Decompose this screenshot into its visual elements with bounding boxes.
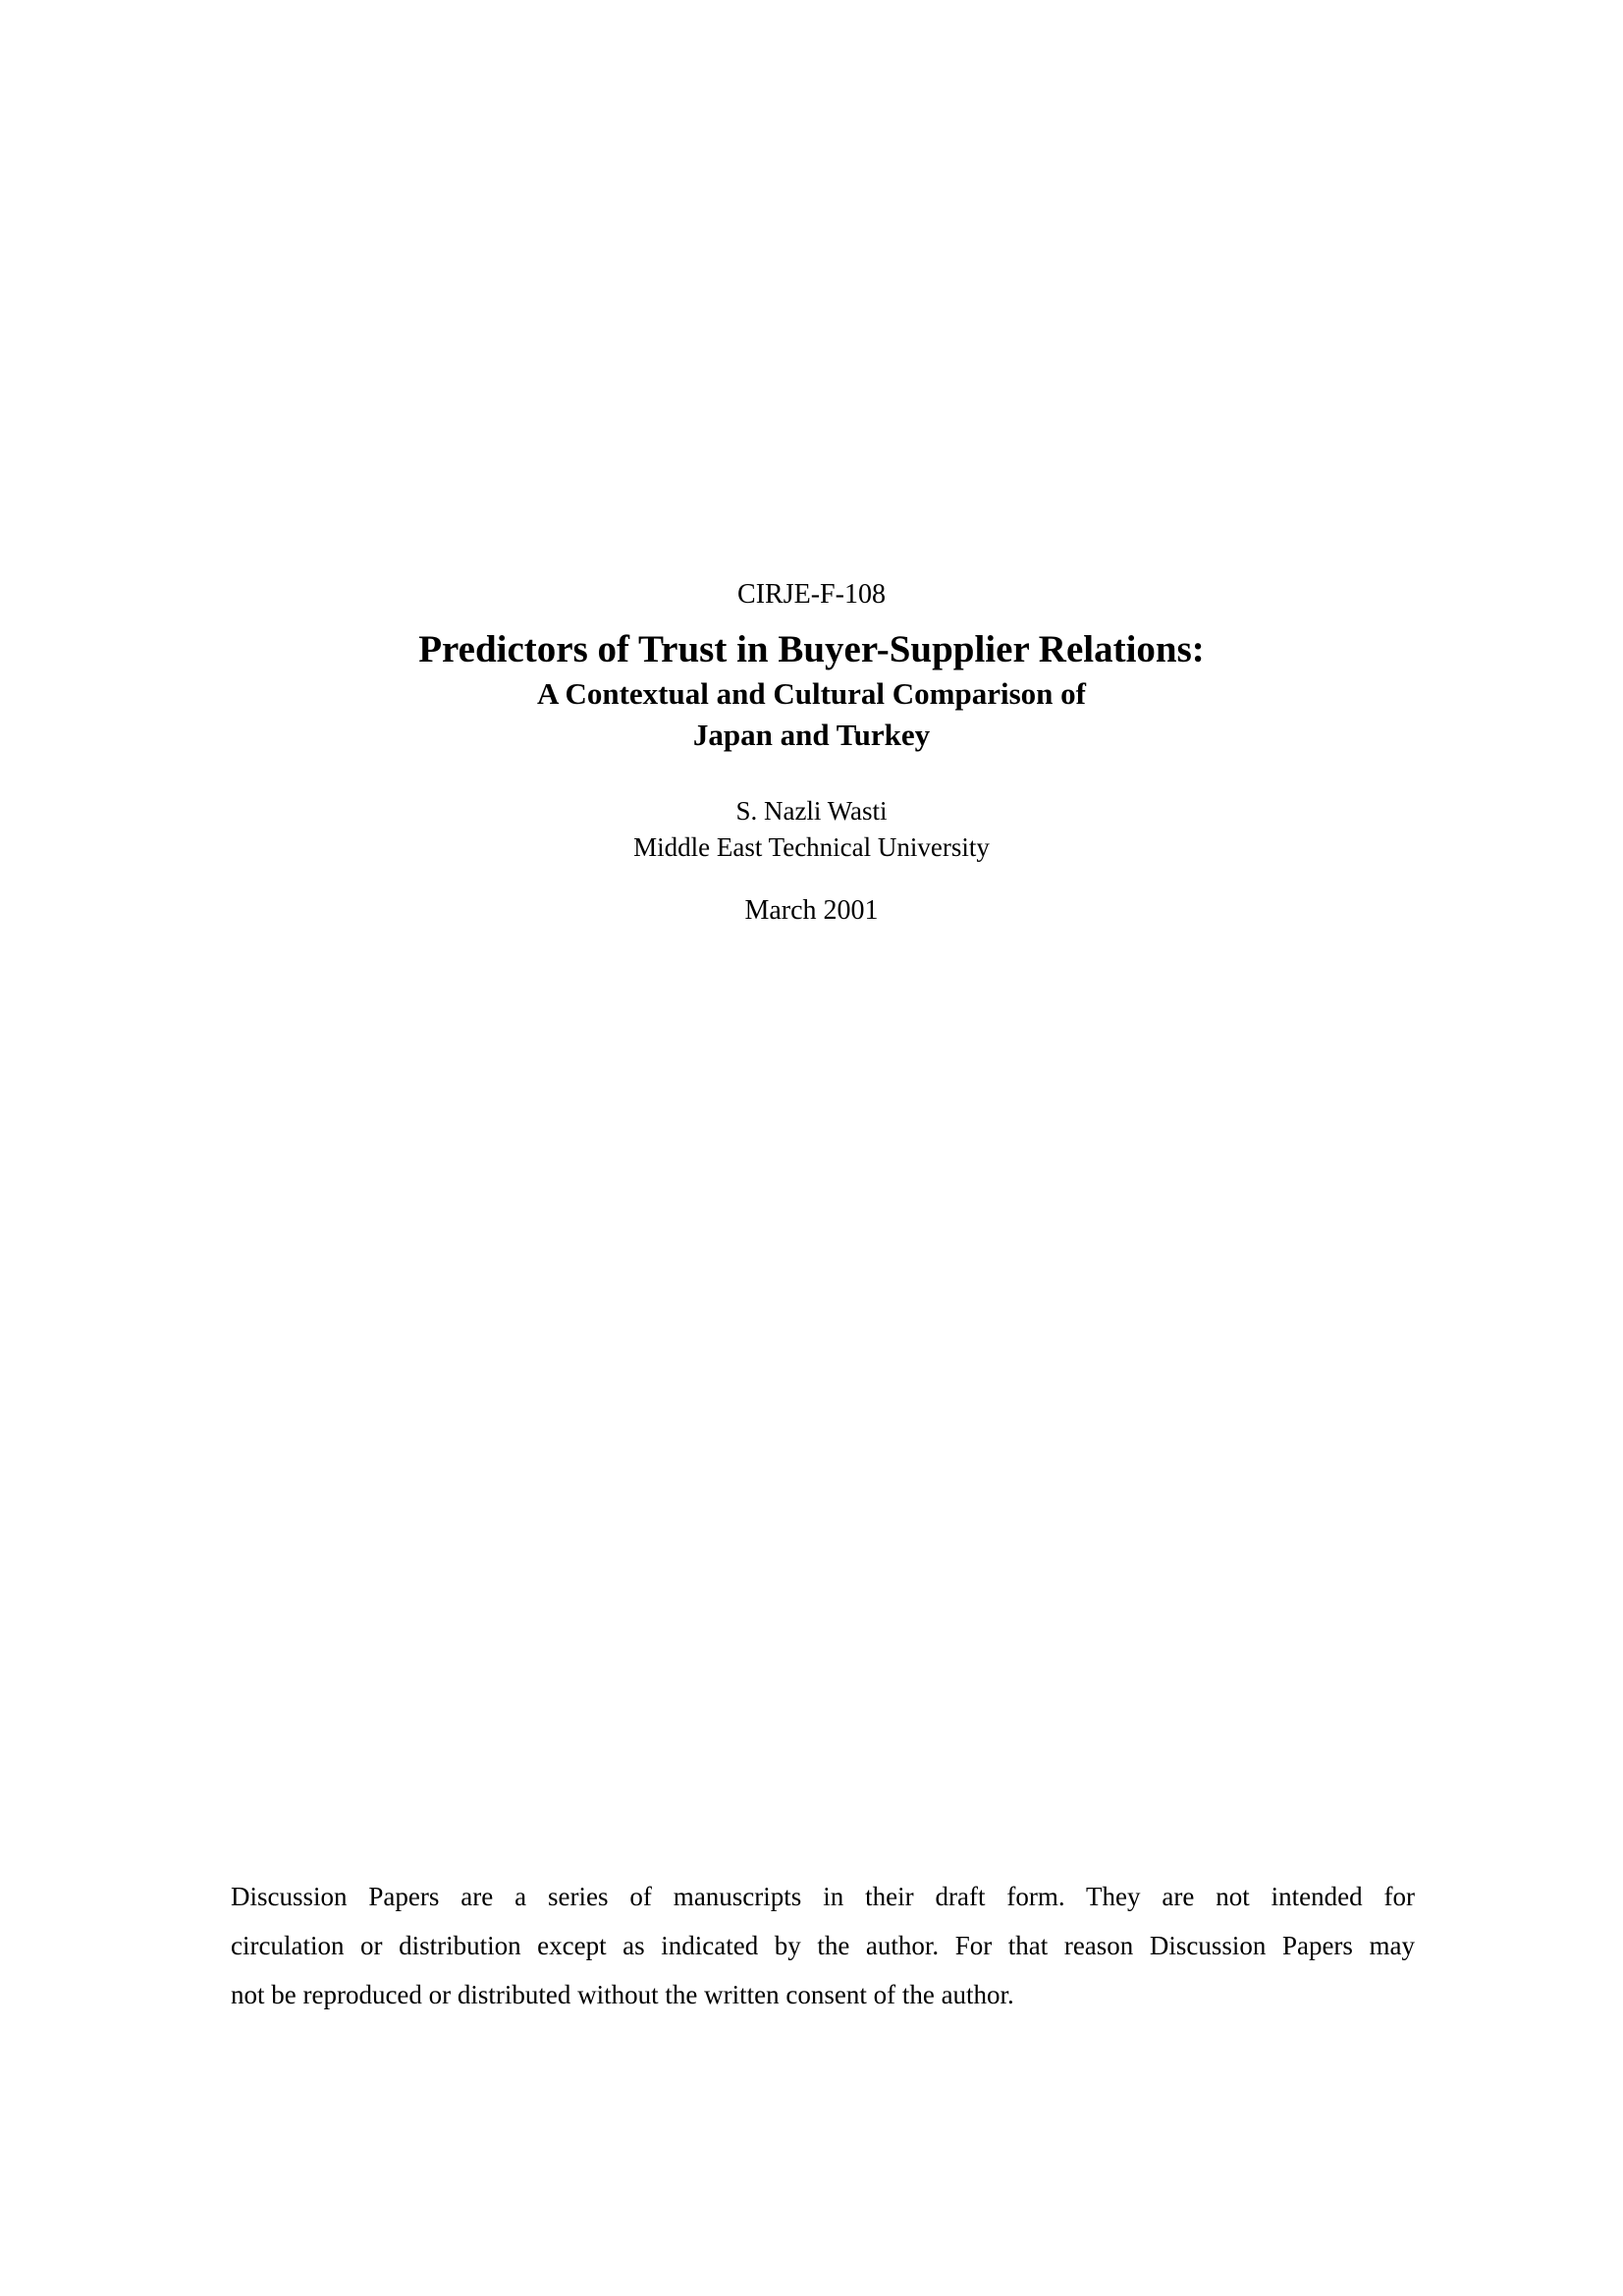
author-affiliation: Middle East Technical University <box>633 832 990 862</box>
publication-date: March 2001 <box>744 895 879 926</box>
disclaimer-paragraph <box>231 1872 1415 2019</box>
disclaimer-line-3: not be reproduced or distributed without the written consent of the author. <box>231 1980 1014 2009</box>
disclaimer-line-1: Discussion Papers are a series of manuscripts in their draft form. They are not intended for <box>231 1882 1415 1911</box>
paper-title: Predictors of Trust in Buyer-Supplier Relations: <box>418 628 1205 670</box>
disclaimer-line-2: circulation or distribution except as indicated by the author. For that reason Discussion Papers may <box>231 1931 1415 1960</box>
paper-id: CIRJE-F-108 <box>737 579 886 610</box>
author-block <box>0 793 1623 866</box>
author-name: S. Nazli Wasti <box>735 796 888 826</box>
paper-subtitle <box>0 673 1623 756</box>
subtitle-line-1: A Contextual and Cultural Comparison of <box>537 676 1086 711</box>
subtitle-line-2: Japan and Turkey <box>692 718 931 752</box>
